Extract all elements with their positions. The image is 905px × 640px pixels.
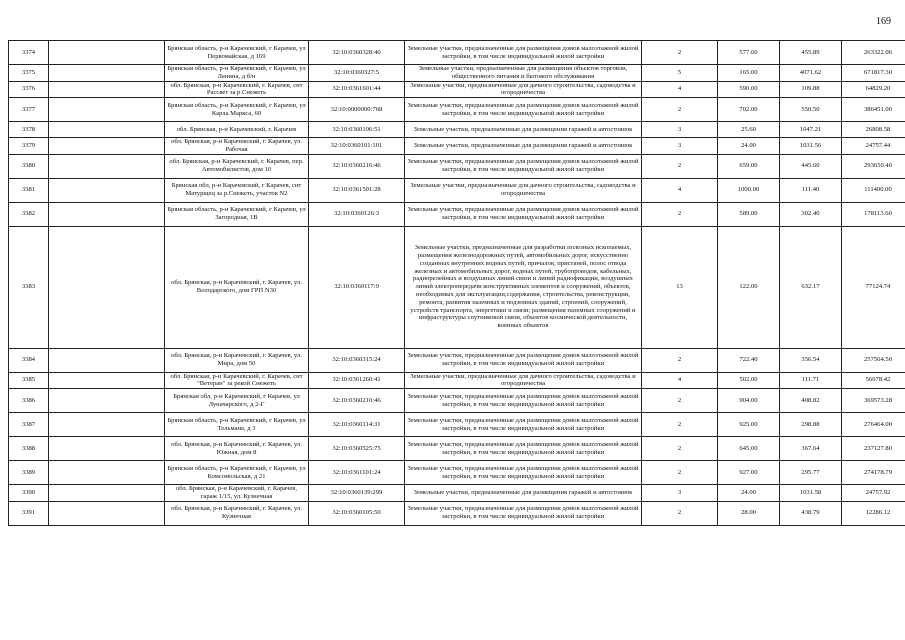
cadastral-value-cell: 26808.58 bbox=[842, 122, 905, 138]
land-use-cell: Земельные участки, предназначенные для размещения домов малоэтажной жилой застройки, в том числе индивидуальной жилой застройки bbox=[405, 437, 642, 461]
page-number: 169 bbox=[876, 16, 891, 27]
use-group-cell: 2 bbox=[642, 154, 718, 178]
table-row bbox=[9, 413, 905, 437]
use-group-cell: 3 bbox=[642, 122, 718, 138]
table-row bbox=[9, 202, 905, 226]
use-group-cell: 4 bbox=[642, 81, 718, 98]
cadastral-value-cell: 12286.12 bbox=[842, 501, 905, 525]
spacer-cell bbox=[49, 437, 165, 461]
table-row bbox=[9, 348, 905, 372]
spacer-cell bbox=[49, 501, 165, 525]
use-group-cell: 3 bbox=[642, 138, 718, 155]
cadastral-value-cell: 257564.50 bbox=[842, 348, 905, 372]
table-row bbox=[9, 81, 905, 98]
land-use-cell: Земельные участки, предназначенные для размещения домов малоэтажной жилой застройки, в том числе индивидуальной жилой застройки bbox=[405, 501, 642, 525]
area-cell: 702.00 bbox=[718, 98, 780, 122]
use-group-cell: 2 bbox=[642, 461, 718, 485]
land-use-cell: Земельные участки, предназначенные для дачного строительства, садоводства и огородничества bbox=[405, 81, 642, 98]
use-group-cell: 2 bbox=[642, 41, 718, 65]
spacer-cell bbox=[49, 178, 165, 202]
row-number: 3388 bbox=[9, 437, 49, 461]
table-row bbox=[9, 437, 905, 461]
address-cell: Брянская область, р-н Карачевский, г Карачев, ул Загородная, 1В bbox=[165, 202, 309, 226]
land-use-cell: Земельные участки, предназначенные для разработки полезных ископаемых, размещения железнодорожных путей, автомобильных дорог, искусственно созданных внутренних водных путей, причалов, пристаней, полос отвода железных и автомобильных дорог, водных путей, трубопроводов, кабельных, радиорелейных и воздушных линий связи и линий радиофикации, воздушных линий электропередачи конструктивных элементов и сооружений, объектов, необходимых для эксплуатации,содержания, строительства, реконструкции, ремонта, развития наземных и подземных зданий, строений, сооружений, устройств транспорта, энергетики и связи; размещения наземных сооружений и инфраструктуры спутниковой связи, объектов космической деятельности, военных объектов bbox=[405, 226, 642, 348]
area-cell: 1000.00 bbox=[718, 178, 780, 202]
land-registry-table bbox=[8, 40, 905, 526]
row-number: 3386 bbox=[9, 389, 49, 413]
specific-value-cell: 111.71 bbox=[780, 372, 842, 389]
use-group-cell: 4 bbox=[642, 178, 718, 202]
specific-value-cell: 550.50 bbox=[780, 98, 842, 122]
address-cell: Брянская область, р-н Карачевский, г Карачев, ул Ленина, д б/н bbox=[165, 65, 309, 82]
cadastral-value-cell: 178113.60 bbox=[842, 202, 905, 226]
table-row bbox=[9, 501, 905, 525]
spacer-cell bbox=[49, 348, 165, 372]
specific-value-cell: 632.17 bbox=[780, 226, 842, 348]
table-row bbox=[9, 154, 905, 178]
specific-value-cell: 295.77 bbox=[780, 461, 842, 485]
row-number: 3382 bbox=[9, 202, 49, 226]
address-cell: обл. Брянская, р-н Карачевский, г. Карачев, пер. Автомобилистов, дом 10 bbox=[165, 154, 309, 178]
row-number: 3387 bbox=[9, 413, 49, 437]
use-group-cell: 2 bbox=[642, 348, 718, 372]
cadastral-number-cell: 32:10:0361601:44 bbox=[309, 81, 405, 98]
spacer-cell bbox=[49, 485, 165, 502]
row-number: 3374 bbox=[9, 41, 49, 65]
address-cell: обл. Брянская, р-н Карачевский, г. Карачев, ул. Мира, дом 50 bbox=[165, 348, 309, 372]
land-use-cell: Земельные участки, предназначенные для дачного строительства, садоводства и огородничества bbox=[405, 372, 642, 389]
row-number: 3391 bbox=[9, 501, 49, 525]
use-group-cell: 2 bbox=[642, 98, 718, 122]
area-cell: 25.60 bbox=[718, 122, 780, 138]
land-use-cell: Земельные участки, предназначенные для размещения гаражей и автостоянок bbox=[405, 485, 642, 502]
row-number: 3377 bbox=[9, 98, 49, 122]
specific-value-cell: 111.40 bbox=[780, 178, 842, 202]
cadastral-value-cell: 274178.79 bbox=[842, 461, 905, 485]
use-group-cell: 3 bbox=[642, 485, 718, 502]
specific-value-cell: 438.79 bbox=[780, 501, 842, 525]
row-number: 3375 bbox=[9, 65, 49, 82]
specific-value-cell: 356.54 bbox=[780, 348, 842, 372]
area-cell: 122.00 bbox=[718, 226, 780, 348]
specific-value-cell: 1047.21 bbox=[780, 122, 842, 138]
table-row bbox=[9, 41, 905, 65]
area-cell: 28.00 bbox=[718, 501, 780, 525]
cadastral-number-cell: 32:10:0360106:51 bbox=[309, 122, 405, 138]
land-use-cell: Земельные участки, предназначенные для размещения домов малоэтажной жилой застройки, в том числе индивидуальной жилой застройки bbox=[405, 98, 642, 122]
table-body bbox=[9, 41, 905, 526]
area-cell: 927.00 bbox=[718, 461, 780, 485]
table-row bbox=[9, 178, 905, 202]
land-use-cell: Земельные участки, предназначенные для размещения объектов торговли, общественного питания и бытового обслуживания bbox=[405, 65, 642, 82]
land-use-cell: Земельные участки, предназначенные для размещения домов малоэтажной жилой застройки, в том числе индивидуальной жилой застройки bbox=[405, 154, 642, 178]
spacer-cell bbox=[49, 202, 165, 226]
spacer-cell bbox=[49, 122, 165, 138]
table-row bbox=[9, 461, 905, 485]
spacer-cell bbox=[49, 372, 165, 389]
table-row bbox=[9, 65, 905, 82]
table-row bbox=[9, 226, 905, 348]
cadastral-number-cell: 32:10:0360114:31 bbox=[309, 413, 405, 437]
specific-value-cell: 298.88 bbox=[780, 413, 842, 437]
address-cell: обл. Брянская, р-н Карачевский, г. Карачев, ул. Южная, дом 8 bbox=[165, 437, 309, 461]
address-cell: Брянская область, р-н Карачевский, г Карачев, ул Комсомольская, д 21 bbox=[165, 461, 309, 485]
spacer-cell bbox=[49, 81, 165, 98]
address-cell: обл. Брянская, р-н Карачевский, г. Карачев, гараж 1/15, ул. Кузнечная bbox=[165, 485, 309, 502]
area-cell: 165.00 bbox=[718, 65, 780, 82]
specific-value-cell: 109.88 bbox=[780, 81, 842, 98]
land-use-cell: Земельные участки, предназначенные для размещения домов малоэтажной жилой застройки, в том числе индивидуальной жилой застройки bbox=[405, 389, 642, 413]
row-number: 3378 bbox=[9, 122, 49, 138]
land-use-cell: Земельные участки, предназначенные для размещения гаражей и автостоянок bbox=[405, 138, 642, 155]
row-number: 3384 bbox=[9, 348, 49, 372]
area-cell: 925.00 bbox=[718, 413, 780, 437]
use-group-cell: 13 bbox=[642, 226, 718, 348]
cadastral-number-cell: 32:10:0360328:40 bbox=[309, 41, 405, 65]
address-cell: обл. Брянская, р-н Карачевский, г. Карачев, снт Рассвет за р.Снежеть bbox=[165, 81, 309, 98]
spacer-cell bbox=[49, 461, 165, 485]
area-cell: 24.00 bbox=[718, 485, 780, 502]
specific-value-cell: 408.82 bbox=[780, 389, 842, 413]
address-cell: обл. Брянская, р-н Карачевский, г. Карачев, ул. Володарского, дом ГРП N30 bbox=[165, 226, 309, 348]
use-group-cell: 5 bbox=[642, 65, 718, 82]
address-cell: Брянская область, р-н Карачевский, г Карачев, ул Тельмана, д 3 bbox=[165, 413, 309, 437]
area-cell: 590.00 bbox=[718, 81, 780, 98]
land-use-cell: Земельные участки, предназначенные для размещения гаражей и автостоянок bbox=[405, 122, 642, 138]
cadastral-number-cell: 32:10:0361101:24 bbox=[309, 461, 405, 485]
specific-value-cell: 4071.62 bbox=[780, 65, 842, 82]
address-cell: обл. Брянская, р-н Карачевский, г. Карачев, ул. Кузнечная bbox=[165, 501, 309, 525]
cadastral-number-cell: 32:10:0360216:46 bbox=[309, 154, 405, 178]
row-number: 3381 bbox=[9, 178, 49, 202]
use-group-cell: 4 bbox=[642, 372, 718, 389]
cadastral-value-cell: 56078.42 bbox=[842, 372, 905, 389]
specific-value-cell: 445.60 bbox=[780, 154, 842, 178]
cadastral-number-cell: 32:10:0360525:75 bbox=[309, 437, 405, 461]
area-cell: 722.40 bbox=[718, 348, 780, 372]
land-use-cell: Земельные участки, предназначенные для размещения домов малоэтажной жилой застройки, в том числе индивидуальной жилой застройки bbox=[405, 41, 642, 65]
spacer-cell bbox=[49, 65, 165, 82]
spacer-cell bbox=[49, 98, 165, 122]
cadastral-value-cell: 64829.20 bbox=[842, 81, 905, 98]
spacer-cell bbox=[49, 389, 165, 413]
address-cell: обл. Брянская, р-н Карачевский, г. Карачев, ул. Рабочая bbox=[165, 138, 309, 155]
area-cell: 904.00 bbox=[718, 389, 780, 413]
row-number: 3379 bbox=[9, 138, 49, 155]
cadastral-value-cell: 276464.00 bbox=[842, 413, 905, 437]
address-cell: Брянская область, р-н Карачевский, г Карачев, ул Первомайская, д 169 bbox=[165, 41, 309, 65]
use-group-cell: 2 bbox=[642, 501, 718, 525]
cadastral-number-cell: 32:10:0360101:101 bbox=[309, 138, 405, 155]
address-cell: обл. Брянская, р-н Карачевский, г. Карачев bbox=[165, 122, 309, 138]
land-use-cell: Земельные участки, предназначенные для дачного строительства, садоводства и огородничества bbox=[405, 178, 642, 202]
cadastral-number-cell: 32:10:0361501:28 bbox=[309, 178, 405, 202]
cadastral-value-cell: 111400.00 bbox=[842, 178, 905, 202]
area-cell: 645.00 bbox=[718, 437, 780, 461]
use-group-cell: 2 bbox=[642, 413, 718, 437]
table-row bbox=[9, 389, 905, 413]
cadastral-value-cell: 671817.30 bbox=[842, 65, 905, 82]
table-row bbox=[9, 485, 905, 502]
cadastral-number-cell: 32:10:0360139:299 bbox=[309, 485, 405, 502]
area-cell: 502.00 bbox=[718, 372, 780, 389]
spacer-cell bbox=[49, 226, 165, 348]
cadastral-value-cell: 237127.80 bbox=[842, 437, 905, 461]
spacer-cell bbox=[49, 413, 165, 437]
use-group-cell: 2 bbox=[642, 389, 718, 413]
address-cell: обл. Брянская, р-н Карачевский, г. Карачев, снт "Ветеран" за рекой Снежеть bbox=[165, 372, 309, 389]
cadastral-number-cell: 32:10:0360117:9 bbox=[309, 226, 405, 348]
row-number: 3376 bbox=[9, 81, 49, 98]
cadastral-number-cell: 32:10:0360126:3 bbox=[309, 202, 405, 226]
specific-value-cell: 367.64 bbox=[780, 437, 842, 461]
table-row bbox=[9, 98, 905, 122]
cadastral-number-cell: 32:10:0361260:41 bbox=[309, 372, 405, 389]
row-number: 3389 bbox=[9, 461, 49, 485]
specific-value-cell: 1031.56 bbox=[780, 138, 842, 155]
use-group-cell: 2 bbox=[642, 437, 718, 461]
land-use-cell: Земельные участки, предназначенные для размещения домов малоэтажной жилой застройки, в том числе индивидуальной жилой застройки bbox=[405, 461, 642, 485]
cadastral-value-cell: 77124.74 bbox=[842, 226, 905, 348]
area-cell: 24.00 bbox=[718, 138, 780, 155]
cadastral-number-cell: 32:10:0360105:50 bbox=[309, 501, 405, 525]
row-number: 3390 bbox=[9, 485, 49, 502]
table-row bbox=[9, 372, 905, 389]
area-cell: 589.00 bbox=[718, 202, 780, 226]
row-number: 3383 bbox=[9, 226, 49, 348]
cadastral-value-cell: 24757.44 bbox=[842, 138, 905, 155]
row-number: 3380 bbox=[9, 154, 49, 178]
area-cell: 577.60 bbox=[718, 41, 780, 65]
land-use-cell: Земельные участки, предназначенные для размещения домов малоэтажной жилой застройки, в том числе индивидуальной жилой застройки bbox=[405, 202, 642, 226]
spacer-cell bbox=[49, 41, 165, 65]
cadastral-number-cell: 32:10:0360327:5 bbox=[309, 65, 405, 82]
table-row bbox=[9, 122, 905, 138]
spacer-cell bbox=[49, 154, 165, 178]
cadastral-value-cell: 386451.00 bbox=[842, 98, 905, 122]
area-cell: 659.00 bbox=[718, 154, 780, 178]
cadastral-number-cell: 32:10:0360315:24 bbox=[309, 348, 405, 372]
cadastral-value-cell: 24757.92 bbox=[842, 485, 905, 502]
spacer-cell bbox=[49, 138, 165, 155]
cadastral-number-cell: 32:10:0360210:46 bbox=[309, 389, 405, 413]
address-cell: Брянская область, р-н Карачевский, г Карачев, ул Карла Маркса, 60 bbox=[165, 98, 309, 122]
cadastral-value-cell: 293650.40 bbox=[842, 154, 905, 178]
address-cell: Брянская обл, р-н Карачевский, г Карачев, снт Матурщец за р.Снежеть, участок N2 bbox=[165, 178, 309, 202]
land-use-cell: Земельные участки, предназначенные для размещения домов малоэтажной жилой застройки, в том числе индивидуальной жилой застройки bbox=[405, 413, 642, 437]
specific-value-cell: 1031.58 bbox=[780, 485, 842, 502]
use-group-cell: 2 bbox=[642, 202, 718, 226]
land-use-cell: Земельные участки, предназначенные для размещения домов малоэтажной жилой застройки, в том числе индивидуальной жилой застройки bbox=[405, 348, 642, 372]
specific-value-cell: 302.40 bbox=[780, 202, 842, 226]
specific-value-cell: 455.89 bbox=[780, 41, 842, 65]
address-cell: Брянская обл, р-н Карачевский, г Карачев, ул Луначарского, д 2-Г bbox=[165, 389, 309, 413]
cadastral-value-cell: 263322.06 bbox=[842, 41, 905, 65]
cadastral-value-cell: 369573.28 bbox=[842, 389, 905, 413]
table-row bbox=[9, 138, 905, 155]
cadastral-number-cell: 32:10:0000000:768 bbox=[309, 98, 405, 122]
row-number: 3385 bbox=[9, 372, 49, 389]
